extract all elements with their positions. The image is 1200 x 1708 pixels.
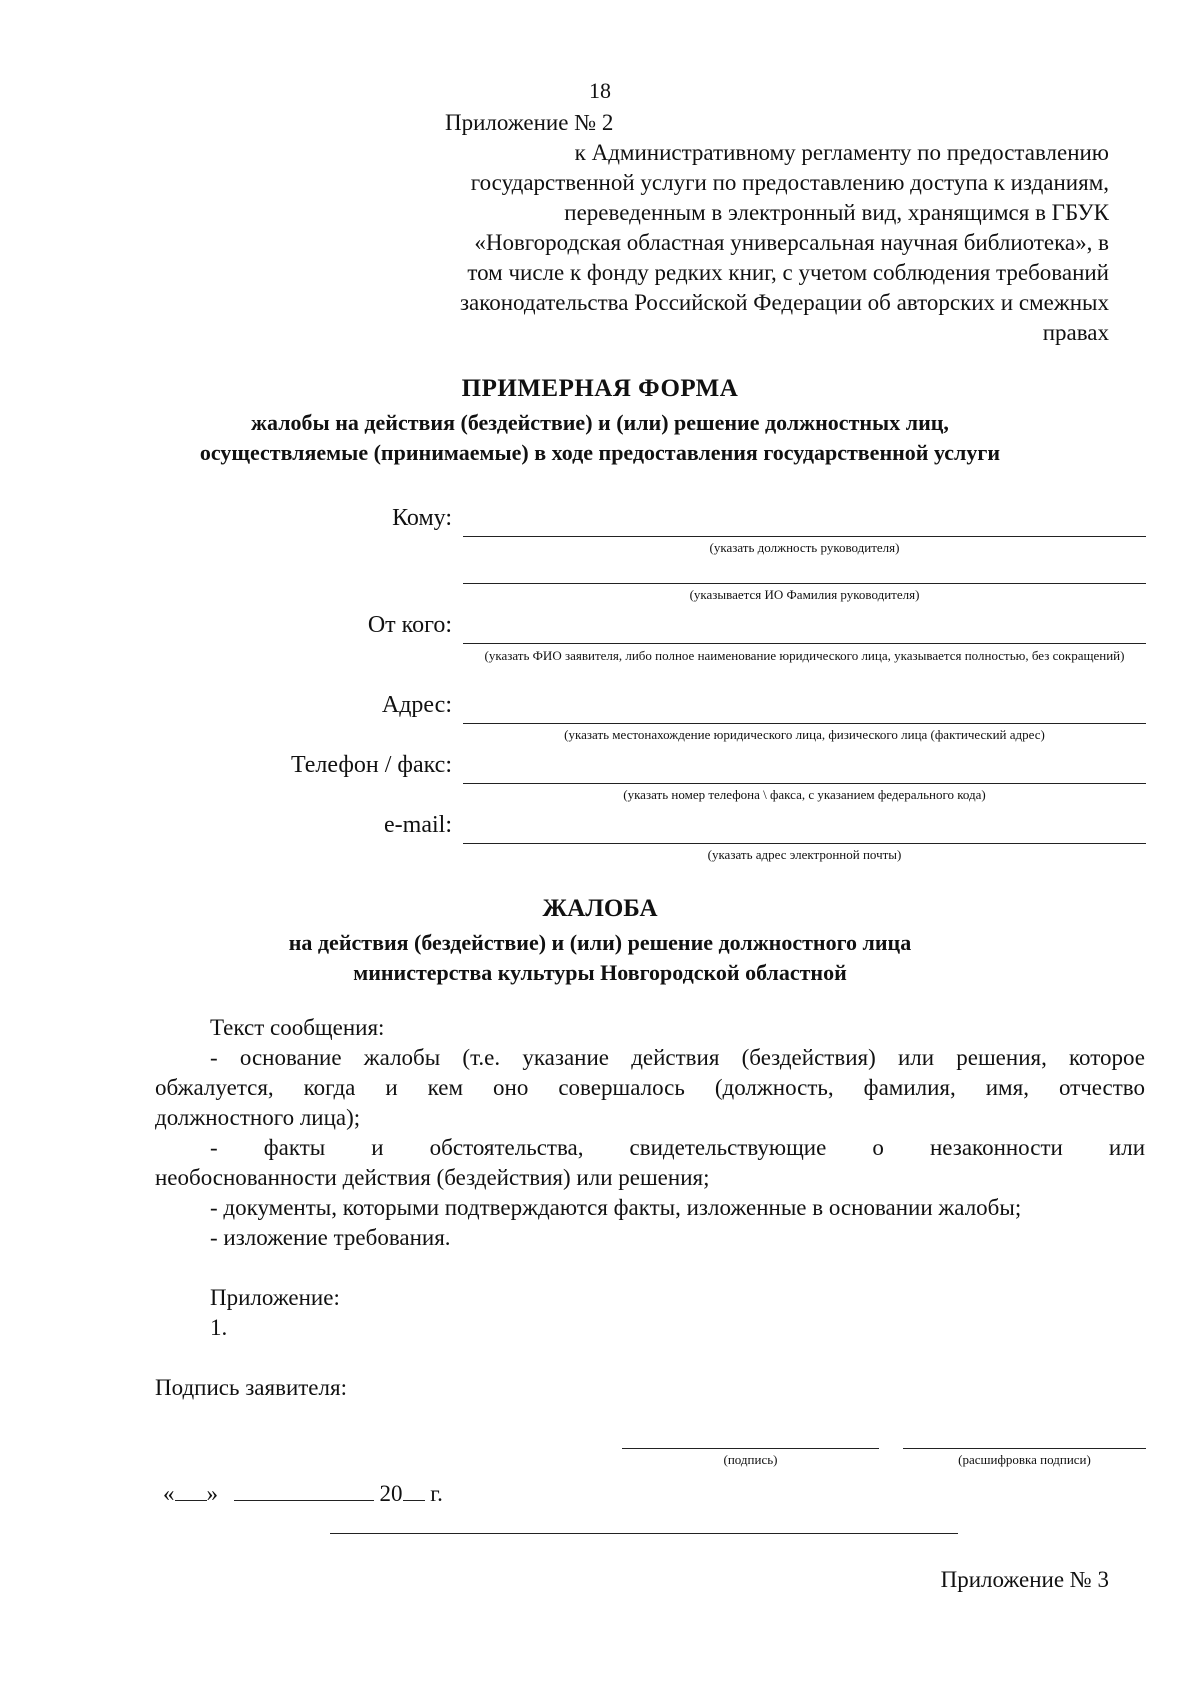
signature-line[interactable] (622, 1448, 879, 1449)
form-subtitle: жалобы на действия (бездействие) и (или) решение должностных лиц, (251, 410, 949, 435)
date-month-blank[interactable] (234, 1478, 374, 1501)
form-title: ПРИМЕРНАЯ ФОРМА (461, 375, 739, 402)
address-label: Адрес: (381, 692, 452, 718)
footer-appendix: Приложение № 3 (940, 1567, 1109, 1592)
date-year-prefix: 20 (379, 1481, 403, 1506)
message-paragraph: необоснованности действия (бездействия) или решения; (155, 1165, 710, 1190)
message-paragraph: - изложение требования. (210, 1225, 451, 1250)
date-day-blank[interactable] (175, 1478, 207, 1501)
complaint-subtitle: министерства культуры Новгородской областной (353, 960, 847, 985)
attachment-label: Приложение: (210, 1285, 340, 1310)
from-label: От кого: (367, 612, 452, 638)
message-paragraph: обжалуется, когда и кем оно совершалось (должность, фамилия, имя, отчество (155, 1075, 1145, 1100)
address-line[interactable] (463, 723, 1146, 724)
to-name-line[interactable] (463, 583, 1146, 584)
email-label: e-mail: (384, 812, 452, 838)
appendix-line: государственной услуги по предоставлению доступа к изданиям, (470, 170, 1109, 195)
appendix-title: Приложение № 2 (445, 110, 614, 135)
signature-decode-caption: (расшифровка подписи) (958, 1452, 1091, 1467)
date-line (163, 1478, 443, 1507)
from-hint: (указать ФИО заявителя, либо полное наименование юридического лица, указывается полностью, без сокращений) (484, 648, 1125, 663)
to-position-line[interactable] (463, 536, 1146, 537)
complaint-title: ЖАЛОБА (542, 895, 658, 922)
form-subtitle: осуществляемые (принимаемые) в ходе предоставления государственной услуги (199, 440, 1001, 465)
message-paragraph: должностного лица); (155, 1105, 361, 1130)
email-hint: (указать адрес электронной почты) (707, 847, 902, 862)
appendix-line: правах (1042, 320, 1109, 345)
to-name-hint: (указывается ИО Фамилия руководителя) (689, 587, 920, 602)
message-paragraph: - основание жалобы (т.е. указание действия (бездействия) или решения, которое (210, 1045, 1145, 1070)
complaint-subtitle: на действия (бездействие) и (или) решение должностного лица (288, 930, 912, 955)
phone-hint: (указать номер телефона \ факса, с указанием федерального кода) (623, 787, 986, 802)
email-line[interactable] (463, 843, 1146, 844)
date-year-blank[interactable] (403, 1478, 425, 1501)
date-open-quote: « (163, 1481, 175, 1506)
appendix-line: «Новгородская областная универсальная научная библиотека», в (474, 230, 1109, 255)
message-paragraph: - факты и обстоятельства, свидетельствующие о незаконности или (210, 1135, 1145, 1160)
phone-line[interactable] (463, 783, 1146, 784)
appendix-line: к Административному регламенту по предоставлению (574, 140, 1109, 165)
message-paragraph: - документы, которыми подтверждаются факты, изложенные в основании жалобы; (210, 1195, 1022, 1220)
message-label: Текст сообщения: (210, 1015, 385, 1040)
separator-line (330, 1533, 958, 1534)
phone-label: Телефон / факс: (291, 752, 452, 778)
to-label: Кому: (392, 505, 452, 531)
signature-label: Подпись заявителя: (155, 1375, 347, 1400)
from-line[interactable] (463, 643, 1146, 644)
address-hint: (указать местонахождение юридического лица, физического лица (фактический адрес) (564, 727, 1045, 742)
date-close-quote: » (206, 1481, 218, 1506)
signature-decode-line[interactable] (903, 1448, 1146, 1449)
appendix-line: законодательства Российской Федерации об авторских и смежных (459, 290, 1109, 315)
appendix-line: том числе к фонду редких книг, с учетом соблюдения требований (467, 260, 1109, 285)
date-year-suffix: г. (430, 1481, 443, 1506)
to-position-hint: (указать должность руководителя) (709, 540, 900, 555)
page-number: 18 (589, 78, 611, 103)
appendix-line: переведенным в электронный вид, хранящимся в ГБУК (564, 200, 1109, 225)
signature-caption: (подпись) (723, 1452, 778, 1467)
attachment-item: 1. (210, 1315, 228, 1340)
